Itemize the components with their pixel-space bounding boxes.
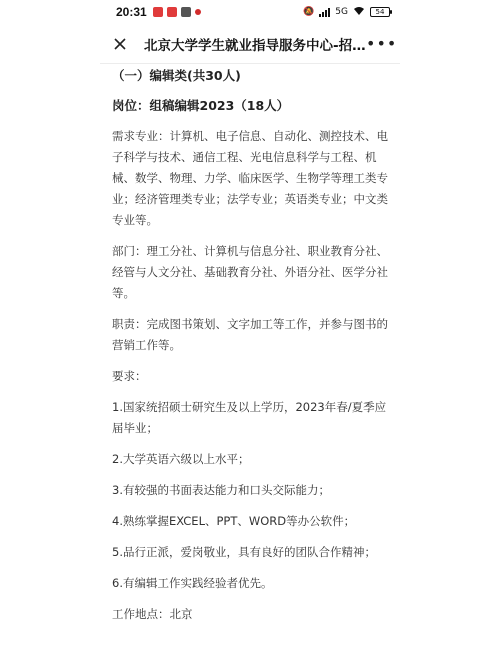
wifi-icon — [353, 6, 365, 19]
job-title: 岗位：组稿编辑2023（18人） — [112, 98, 290, 113]
battery-icon: 54 — [370, 7, 390, 17]
duties-paragraph: 职责：完成图书策划、文字加工等工作，并参与图书的营销工作等。 — [112, 317, 388, 352]
requirement-item: 6.有编辑工作实践经验者优先。 — [112, 576, 273, 590]
bottom-fade — [100, 648, 400, 666]
article-content — [100, 66, 400, 625]
phone-screen — [100, 0, 400, 666]
requirement-item: 2.大学英语六级以上水平； — [112, 452, 250, 466]
status-right — [303, 6, 390, 19]
mute-icon: 🔕 — [303, 7, 315, 17]
section-heading: （一）编辑类(共30人) — [112, 68, 241, 83]
requirement-item: 5.品行正派，爱岗敬业，具有良好的团队合作精神； — [112, 545, 376, 559]
requirements-heading: 要求： — [112, 369, 147, 383]
majors-paragraph: 需求专业：计算机、电子信息、自动化、测控技术、电子科学与技术、通信工程、光电信息科学与工程、机械、数学、物理、力学、临床医学、生物学等理工类专业；经济管理类专业；法学专业；英语类专业；中文类专业等。 — [112, 129, 388, 227]
status-time: 20:31 — [116, 5, 147, 19]
notification-icons — [153, 7, 201, 17]
nav-bar — [100, 24, 400, 64]
requirement-item: 4.熟练掌握EXCEL、PPT、WORD等办公软件； — [112, 514, 356, 528]
work-location: 工作地点：北京 — [112, 607, 193, 621]
notification-app-icon — [153, 7, 163, 17]
signal-icon — [319, 7, 330, 17]
close-icon[interactable] — [108, 32, 132, 56]
status-bar — [100, 0, 400, 24]
notification-app-icon — [167, 7, 177, 17]
notification-dot-icon — [195, 9, 201, 15]
requirement-item: 3.有较强的书面表达能力和口头交际能力； — [112, 483, 330, 497]
department-paragraph: 部门：理工分社、计算机与信息分社、职业教育分社、经管与人文分社、基础教育分社、外语分社、医学分社等。 — [112, 244, 388, 300]
more-options-icon[interactable]: ••• — [366, 34, 398, 53]
network-type: 5G — [335, 7, 348, 17]
page-title: 北京大学学生就业指导服务中心-招… — [144, 37, 366, 54]
requirement-item: 1.国家统招硕士研究生及以上学历，2023年春/夏季应届毕业； — [112, 400, 387, 435]
status-left — [116, 5, 201, 19]
notification-app-icon — [181, 7, 191, 17]
